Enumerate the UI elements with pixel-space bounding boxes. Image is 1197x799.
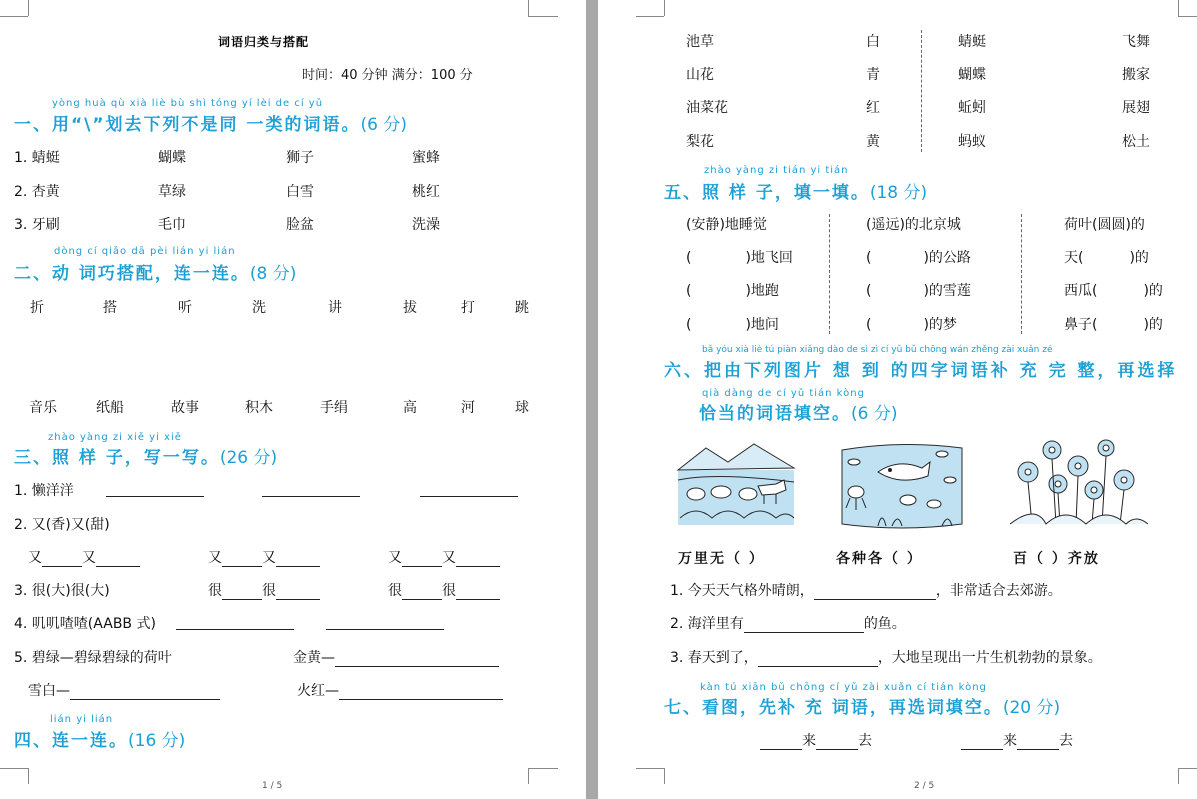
- page-gutter: [586, 0, 598, 799]
- idiom-1[interactable]: 万里无（ ）: [678, 551, 765, 567]
- s7-blank-1[interactable]: 来 去: [760, 730, 872, 750]
- noun-item[interactable]: 故事: [171, 400, 199, 416]
- crop-mark: [636, 768, 664, 769]
- s5-col2-example: (遥远)的北京城: [866, 217, 961, 233]
- crop-mark: [528, 768, 558, 769]
- s7-blank-2[interactable]: 来 去: [961, 730, 1073, 750]
- s1-r1-c2[interactable]: 蝴蝶: [158, 150, 186, 166]
- answer-blank[interactable]: [106, 482, 204, 497]
- s1-pinyin: yòng huà qù xià liè bù shì tóng yí lèi de cí yǔ: [52, 98, 324, 109]
- s3-q2-label: 2. 又(香)又(甜): [14, 517, 110, 533]
- page-title: 词语归类与搭配: [218, 35, 310, 49]
- s3-q2-ans3[interactable]: 又 又: [388, 547, 500, 567]
- s1-r1-c1[interactable]: 1. 蜻蜓: [14, 150, 60, 166]
- verb-item[interactable]: 搭: [103, 300, 117, 316]
- answer-blank[interactable]: [326, 615, 444, 630]
- match-a[interactable]: 山花: [686, 67, 714, 83]
- verb-item[interactable]: 听: [178, 300, 192, 316]
- s1-r1-c3[interactable]: 狮子: [286, 150, 314, 166]
- match-a[interactable]: 油菜花: [686, 100, 728, 116]
- verb-item[interactable]: 跳: [515, 300, 529, 316]
- s5-pinyin: zhào yàng zi tián yi tián: [704, 165, 849, 176]
- s6-q1[interactable]: 1. 今天天气格外晴朗， ，非常适合去郊游。: [670, 583, 1062, 599]
- s6-heading-2: 恰当的词语填空。(6 分): [699, 404, 898, 424]
- noun-item[interactable]: 积木: [245, 400, 273, 416]
- s3-q5-example: 5. 碧绿—碧绿碧绿的荷叶: [14, 650, 172, 666]
- verb-item[interactable]: 打: [461, 300, 475, 316]
- s3-q5-fire[interactable]: 火红—: [297, 680, 503, 700]
- s3-q5-snow[interactable]: 雪白—: [28, 680, 220, 700]
- match-d[interactable]: 展翅: [1122, 100, 1150, 116]
- s1-heading: 一、用“\”划去下列不是同 一类的词语。(6 分): [14, 115, 407, 135]
- s5-col2-blank[interactable]: ( )的梦: [866, 317, 957, 333]
- match-b[interactable]: 青: [866, 67, 880, 83]
- s6-q2[interactable]: 2. 海洋里有 的鱼。: [670, 616, 906, 632]
- s2-heading: 二、动 词巧搭配，连一连。(8 分): [14, 264, 297, 284]
- answer-blank[interactable]: [176, 615, 294, 630]
- crop-mark: [1178, 16, 1197, 17]
- s3-q3-label: 3. 很(大)很(大): [14, 583, 110, 599]
- s7-heading: 七、看图，先补 充 词语，再选词填空。(20 分): [664, 698, 1061, 718]
- meadow-sheep-picture: [676, 440, 796, 526]
- s5-col1-example: (安静)地睡觉: [686, 217, 767, 233]
- match-d[interactable]: 搬家: [1122, 67, 1150, 83]
- match-b[interactable]: 黄: [866, 134, 880, 150]
- s1-r2-c3[interactable]: 白雪: [286, 184, 314, 200]
- s3-q2-ans2[interactable]: 又 又: [208, 547, 320, 567]
- match-c[interactable]: 蜻蜓: [958, 34, 986, 50]
- idiom-3[interactable]: 百（ ）齐放: [1013, 551, 1100, 567]
- noun-item[interactable]: 手绢: [320, 400, 348, 416]
- page-1: [0, 0, 586, 799]
- crop-mark: [1178, 768, 1195, 784]
- s5-col3-blank[interactable]: 鼻子( )的: [1064, 317, 1163, 333]
- s1-r1-c4[interactable]: 蜜蜂: [412, 150, 440, 166]
- divider: [921, 30, 922, 152]
- match-d[interactable]: 松土: [1122, 134, 1150, 150]
- crop-mark: [648, 0, 665, 16]
- s1-r2-c2[interactable]: 草绿: [158, 184, 186, 200]
- verb-item[interactable]: 折: [30, 300, 44, 316]
- s1-r2-c4[interactable]: 桃红: [412, 184, 440, 200]
- crop-mark: [12, 768, 29, 784]
- crop-mark: [1178, 0, 1195, 16]
- match-b[interactable]: 白: [866, 34, 880, 50]
- crop-mark: [12, 0, 29, 16]
- s6-heading-1: 六、把由下列图片 想 到 的四字词语补 充 完 整，再选择: [664, 361, 1178, 381]
- idiom-2[interactable]: 各种各（ ）: [836, 551, 923, 567]
- flowers-picture: [1006, 434, 1152, 528]
- match-c[interactable]: 蝴蝶: [958, 67, 986, 83]
- s3-heading: 三、照 样 子，写一写。(26 分): [14, 448, 278, 468]
- s6-pinyin-1: bǎ yóu xià liè tú piàn xiǎng dào de sì zì cí yǔ bǔ chōng wán zhěng zài xuǎn zé: [702, 345, 1053, 355]
- verb-item[interactable]: 洗: [252, 300, 266, 316]
- noun-item[interactable]: 高: [403, 400, 417, 416]
- page-number: 2 / 5: [914, 781, 935, 791]
- crop-mark: [0, 768, 28, 769]
- crop-mark: [648, 768, 665, 784]
- s5-col3-blank[interactable]: 天( )的: [1064, 250, 1149, 266]
- s4-heading: 四、连一连。(16 分): [14, 731, 186, 751]
- s5-col3-blank[interactable]: 西瓜( )的: [1064, 283, 1163, 299]
- s3-q3-ans2[interactable]: 很 很: [388, 580, 500, 600]
- noun-item[interactable]: 球: [515, 400, 529, 416]
- crop-mark: [636, 16, 664, 17]
- s5-col1-blank[interactable]: ( )地飞回: [686, 250, 793, 266]
- match-b[interactable]: 红: [866, 100, 880, 116]
- s1-r2-c1[interactable]: 2. 杏黄: [14, 184, 60, 200]
- s5-col1-blank[interactable]: ( )地问: [686, 317, 779, 333]
- crop-mark: [528, 0, 545, 16]
- s1-r3-c3[interactable]: 脸盆: [286, 217, 314, 233]
- s3-q1-label: 1. 懒洋洋: [14, 483, 74, 499]
- s3-q4-label: 4. 叽叽喳喳(AABB 式): [14, 616, 156, 632]
- noun-item[interactable]: 河: [461, 400, 475, 416]
- s1-r3-c1[interactable]: 3. 牙刷: [14, 217, 60, 233]
- s5-col3-example: 荷叶(圆圆)的: [1064, 217, 1145, 233]
- noun-item[interactable]: 纸船: [96, 400, 124, 416]
- match-c[interactable]: 蚂蚁: [958, 134, 986, 150]
- verb-item[interactable]: 讲: [328, 300, 342, 316]
- s6-pinyin-2: qià dàng de cí yǔ tián kòng: [702, 388, 865, 399]
- s5-col2-blank[interactable]: ( )的公路: [866, 250, 971, 266]
- s7-pinyin: kàn tú xiān bǔ chōng cí yǔ zài xuǎn cí tián kòng: [700, 682, 987, 693]
- crop-mark: [1178, 768, 1197, 769]
- s3-q5-golden[interactable]: 金黄—: [293, 647, 499, 667]
- verb-item[interactable]: 拔: [403, 300, 417, 316]
- answer-blank[interactable]: [262, 482, 360, 497]
- match-a[interactable]: 梨花: [686, 134, 714, 150]
- crop-mark: [0, 16, 28, 17]
- exam-meta: 时间：40 分钟 满分：100 分: [302, 68, 473, 83]
- s2-pinyin: dòng cí qiǎo dā pèi lián yi lián: [54, 246, 236, 257]
- match-c[interactable]: 蚯蚓: [958, 100, 986, 116]
- s4-pinyin: lián yi lián: [50, 714, 114, 725]
- s6-q3[interactable]: 3. 春天到了， ，大地呈现出一片生机勃勃的景象。: [670, 650, 1102, 666]
- s1-r3-c2[interactable]: 毛巾: [158, 217, 186, 233]
- s5-col2-blank[interactable]: ( )的雪莲: [866, 283, 971, 299]
- s5-heading: 五、照 样 子，填一填。(18 分): [664, 183, 928, 203]
- s3-q3-ans1[interactable]: 很 很: [208, 580, 320, 600]
- s1-r3-c4[interactable]: 洗澡: [412, 217, 440, 233]
- s3-pinyin: zhào yàng zi xiě yi xiě: [48, 432, 182, 443]
- match-a[interactable]: 池草: [686, 34, 714, 50]
- answer-blank[interactable]: [420, 482, 518, 497]
- crop-mark: [528, 16, 558, 17]
- ocean-fish-picture: [838, 440, 966, 530]
- s5-col1-blank[interactable]: ( )地跑: [686, 283, 779, 299]
- noun-item[interactable]: 音乐: [29, 400, 57, 416]
- divider: [1021, 214, 1022, 334]
- divider: [829, 214, 830, 334]
- crop-mark: [528, 768, 545, 784]
- match-d[interactable]: 飞舞: [1122, 34, 1150, 50]
- page-number: 1 / 5: [262, 781, 283, 791]
- page-2: [598, 0, 1197, 799]
- s3-q2-ans1[interactable]: 又 又: [28, 547, 140, 567]
